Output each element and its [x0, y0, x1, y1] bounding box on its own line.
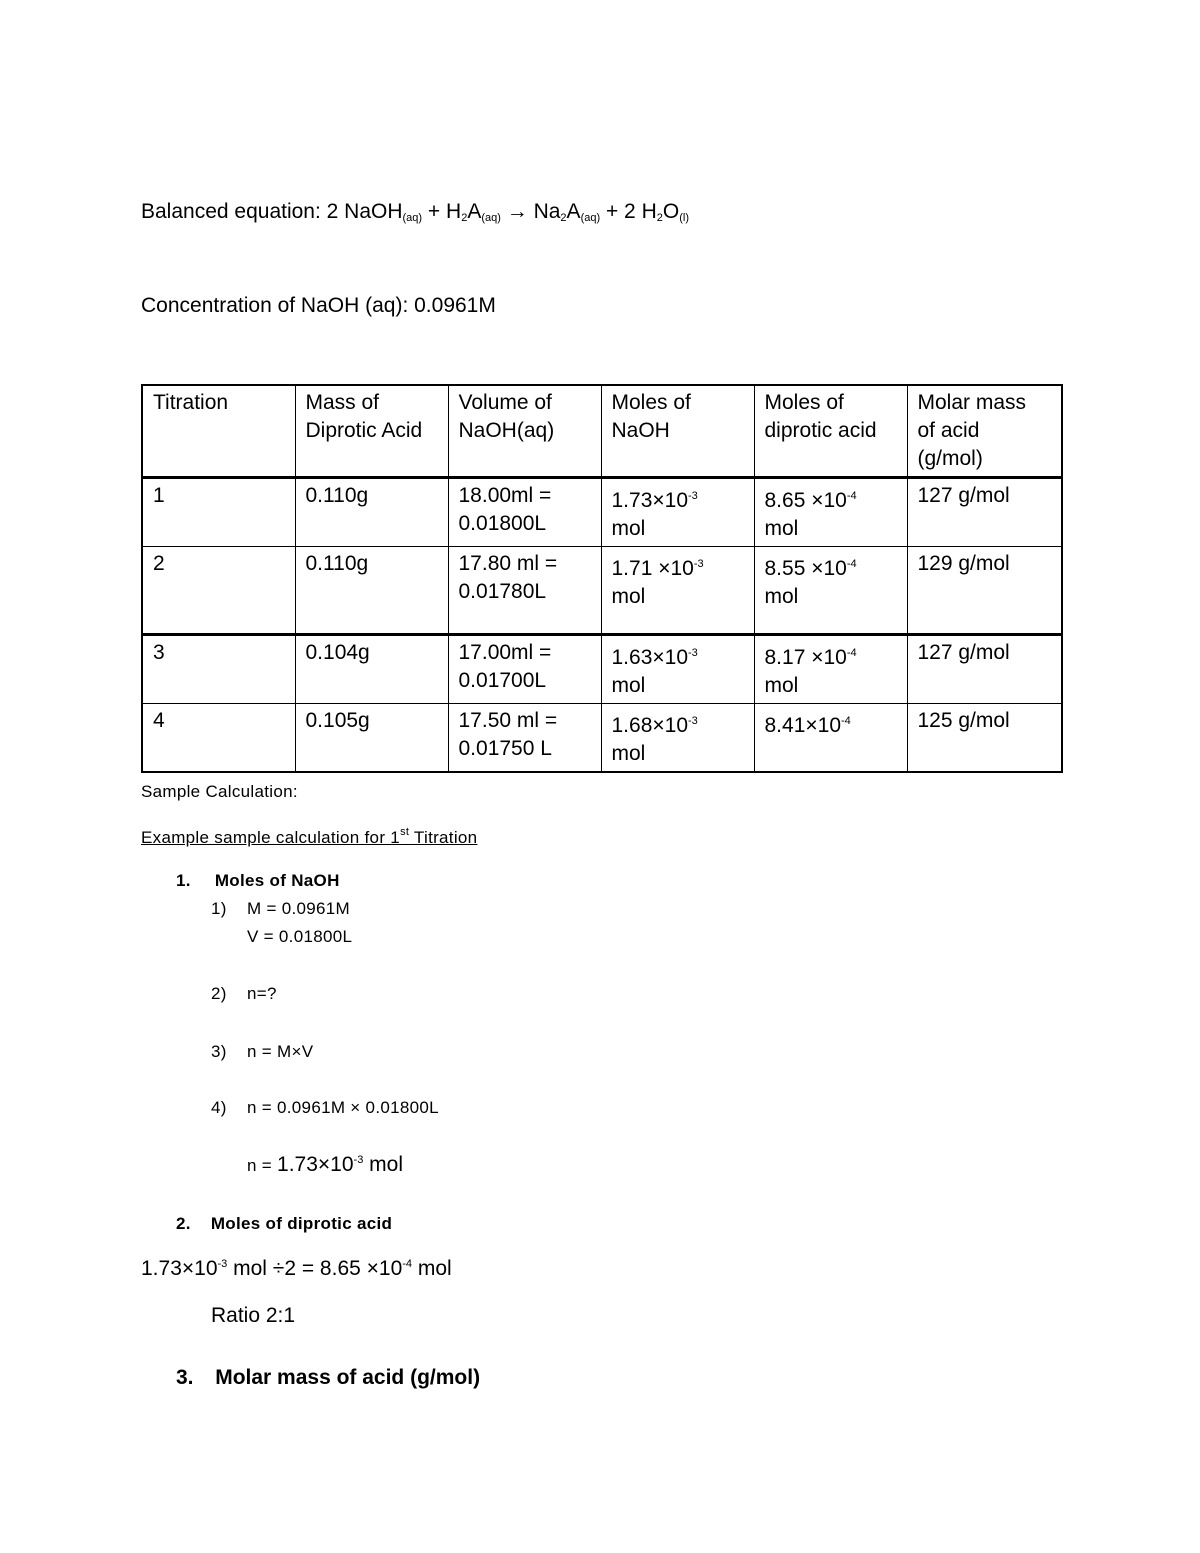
header-volume: Volume of NaOH(aq)	[448, 385, 601, 478]
section-2-label: Moles of diprotic acid	[210, 1214, 393, 1233]
cell-volume: 17.50 ml = 0.01750 L	[448, 704, 601, 773]
equation-aq-3: (aq)	[580, 212, 601, 224]
equation-plus-1: + H	[422, 200, 462, 223]
cell-molar-mass: 129 g/mol	[907, 547, 1062, 635]
header-molar-mass: Molar mass of acid (g/mol)	[907, 385, 1062, 478]
section-3-label: Molar mass of acid (g/mol)	[215, 1366, 481, 1389]
cell-titration: 4	[142, 704, 295, 773]
header-mass: Mass of Diprotic Acid	[295, 385, 448, 478]
table-row	[142, 478, 1062, 547]
equation-a-1: A	[467, 200, 482, 223]
cell-molar-mass: 127 g/mol	[907, 478, 1062, 547]
step-2-text: n=?	[247, 984, 277, 1003]
cell-mass: 0.110g	[295, 547, 448, 635]
equation-label: Balanced equation: 2 NaOH	[141, 200, 403, 223]
step-1-volume: V = 0.01800L	[247, 927, 353, 946]
cell-titration: 2	[142, 547, 295, 635]
equation-plus-2: + 2 H	[600, 200, 657, 223]
concentration-line: Concentration of NaOH (aq): 0.0961M	[141, 294, 496, 317]
table-row	[142, 704, 1062, 773]
equation-l: (l)	[679, 212, 689, 224]
equation-a-2: A	[566, 200, 581, 223]
step-4-result: $n = 1.73\times 10^{-3}$ mol	[247, 1153, 403, 1176]
sample-heading: Sample Calculation:	[141, 782, 298, 801]
equation-arrow: →	[500, 200, 534, 223]
cell-moles-naoh: $1.68\times 10^{-3}$ mol	[601, 704, 754, 773]
section-2-number: 2.	[176, 1214, 191, 1233]
table-row	[142, 635, 1062, 704]
cell-titration: 3	[142, 635, 295, 704]
step-1-number: 1)	[211, 899, 227, 918]
cell-molar-mass: 125 g/mol	[907, 704, 1062, 773]
cell-volume: 18.00ml = 0.01800L	[448, 478, 601, 547]
cell-moles-naoh: $1.73\times 10^{-3}$ mol	[601, 478, 754, 547]
ratio-text: Ratio 2:1	[211, 1304, 296, 1327]
cell-moles-acid: $8.41\times 10^{-4}$	[754, 704, 907, 773]
equation-sub-2a: 2	[461, 212, 468, 224]
balanced-equation	[141, 200, 689, 224]
section-2-title	[176, 1214, 392, 1234]
section-1-title	[176, 871, 340, 891]
moles-acid-calculation: $1.73\times 10^{-3}$ mol $\div 2 = 8.65 \times 10^{-4}$ mol	[141, 1257, 452, 1280]
step-3-number: 3)	[211, 1042, 227, 1061]
equation-na: Na	[533, 200, 561, 223]
table-row	[142, 547, 1062, 635]
titration-table	[141, 384, 1063, 773]
step-4-text: n = 0.0961M × 0.01800L	[247, 1098, 439, 1117]
cell-moles-acid: $8.55 \times 10^{-4}$ mol	[754, 547, 907, 635]
section-3-title	[176, 1366, 480, 1390]
cell-molar-mass: 127 g/mol	[907, 635, 1062, 704]
equation-sub-2b: 2	[560, 212, 567, 224]
cell-moles-naoh: $1.71 \times 10^{-3}$ mol	[601, 547, 754, 635]
step-4-number: 4)	[211, 1098, 227, 1117]
header-titration: Titration	[142, 385, 295, 478]
section-1-label: Moles of NaOH	[214, 871, 340, 890]
step-3-text: n = M×V	[247, 1042, 314, 1061]
cell-titration: 1	[142, 478, 295, 547]
cell-volume: 17.80 ml = 0.01780L	[448, 547, 601, 635]
equation-aq-1: (aq)	[402, 212, 423, 224]
example-heading: Example sample calculation for 1st Titration	[141, 826, 478, 847]
table-header-row	[142, 385, 1062, 478]
header-moles-naoh: Moles of NaOH	[601, 385, 754, 478]
equation-o: O	[662, 200, 680, 223]
cell-mass: 0.110g	[295, 478, 448, 547]
equation-sub-2c: 2	[656, 212, 663, 224]
cell-moles-naoh: $1.63\times 10^{-3}$ mol	[601, 635, 754, 704]
section-1-number: 1.	[176, 871, 191, 890]
cell-volume: 17.00ml = 0.01700L	[448, 635, 601, 704]
cell-moles-acid: $8.65 \times 10^{-4}$ mol	[754, 478, 907, 547]
header-moles-acid: Moles of diprotic acid	[754, 385, 907, 478]
equation-aq-2: (aq)	[481, 212, 501, 224]
step-1-molarity: M = 0.0961M	[247, 899, 350, 918]
cell-mass: 0.105g	[295, 704, 448, 773]
cell-moles-acid: $8.17 \times 10^{-4}$ mol	[754, 635, 907, 704]
section-3-number: 3.	[176, 1366, 194, 1389]
cell-mass: 0.104g	[295, 635, 448, 704]
step-2-number: 2)	[211, 984, 227, 1003]
